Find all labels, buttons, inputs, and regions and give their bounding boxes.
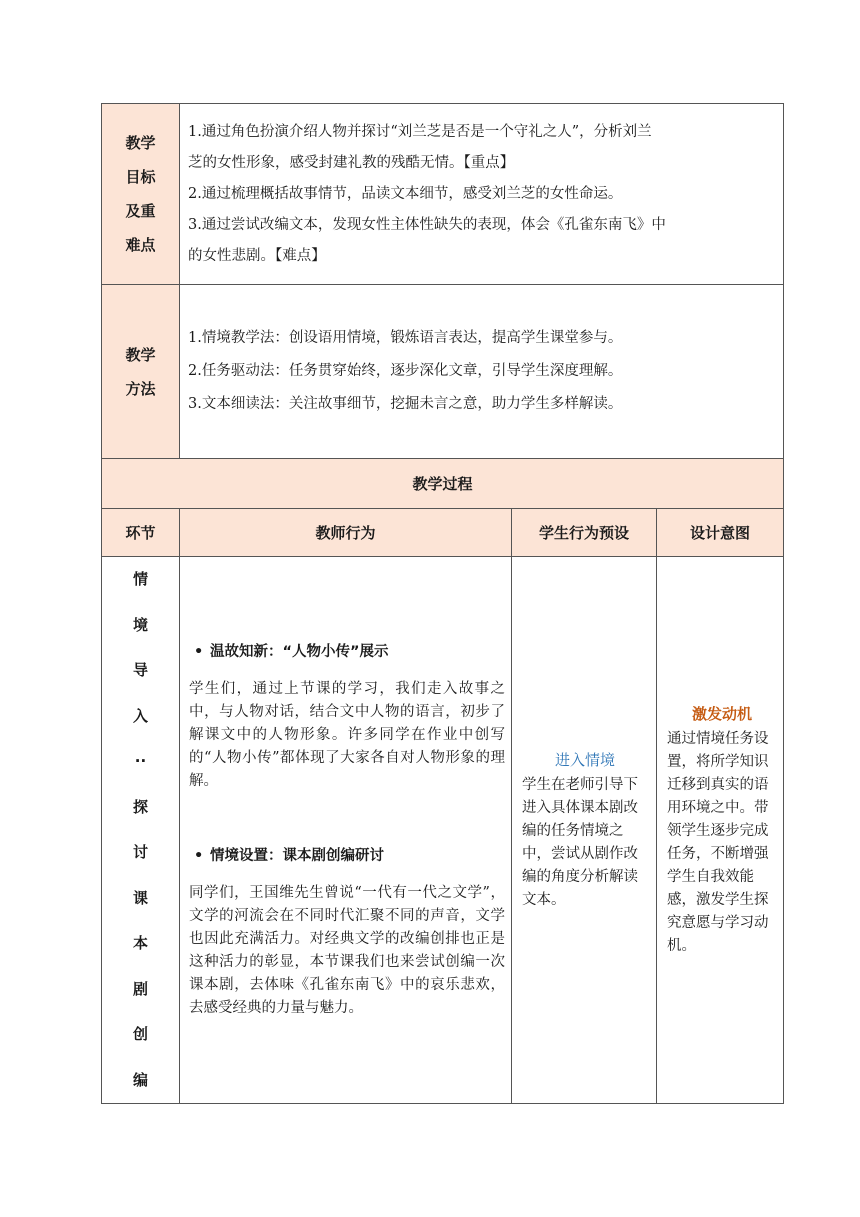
objective-line: 的女性悲剧。【难点】 bbox=[188, 247, 326, 264]
process-title: 教学过程 bbox=[102, 459, 784, 509]
column-header-stage: 环节 bbox=[102, 509, 180, 557]
bullet-dot-icon: • bbox=[194, 847, 204, 864]
teacher-behavior-cell bbox=[180, 557, 512, 1104]
column-header-teacher: 教师行为 bbox=[180, 509, 512, 557]
objective-line: 2.通过梳理概括故事情节，品读文本细节，感受刘兰芝的女性命运。 bbox=[188, 185, 623, 202]
teacher-paragraph-1: 学生们，通过上节课的学习，我们走入故事之中，与人物对话，结合文中人物的语言，初步了解课文中的人物形象。许多同学在作业中创写的“人物小传”都体现了大家各自对人物形象的理解。 bbox=[189, 680, 505, 789]
method-item: 1.情境教学法：创设语用情境，锻炼语言表达，提高学生课堂参与。 bbox=[188, 330, 623, 346]
student-text: 学生在老师引导下进入具体课本剧改编的任务情境之中，尝试从剧作改编的角度分析解读文本。 bbox=[522, 776, 638, 908]
student-behavior-cell bbox=[512, 557, 657, 1104]
column-header-intent: 设计意图 bbox=[657, 509, 784, 557]
stage-label: 情 境 导 入 ·· 探 讨 课 本 剧 创 编 bbox=[102, 557, 180, 1104]
method-item: 2.任务驱动法：任务贯穿始终，逐步深化文章，引导学生深度理解。 bbox=[188, 363, 623, 379]
design-intent-cell bbox=[657, 557, 784, 1104]
bullet-scenario: • 情境设置：课本剧创编研讨 bbox=[194, 845, 511, 868]
objective-line: 3.通过尝试改编文本，发现女性主体性缺失的表现，体会《孔雀东南飞》中 bbox=[188, 216, 666, 233]
method-item: 3.文本细读法：关注故事细节，挖掘未言之意，助力学生多样解读。 bbox=[188, 396, 623, 412]
process-row bbox=[102, 557, 784, 1104]
bullet-review: • 温故知新：“人物小传”展示 bbox=[194, 641, 511, 664]
methods-content bbox=[180, 285, 784, 459]
process-title-row bbox=[102, 459, 784, 509]
lesson-plan-table bbox=[101, 103, 784, 1104]
student-heading: 进入情境 bbox=[554, 750, 615, 769]
objective-line: 1.通过角色扮演介绍人物并探讨“刘兰芝是否是一个守礼之人”，分析刘兰 bbox=[188, 123, 652, 140]
teacher-paragraph-2: 同学们，王国维先生曾说“一代有一代之文学”，文学的河流会在不同时代汇聚不同的声音，文学也因此充满活力。对经典文学的改编创排也正是这种活力的彰显，本节课我们也来尝试创编一次课本剧，去体味《孔雀东南飞》中的哀乐悲欢，去感受经典的力量与魅力。 bbox=[189, 884, 505, 1016]
objectives-label: 教学 目标 及重 难点 bbox=[102, 104, 180, 285]
column-header-student: 学生行为预设 bbox=[512, 509, 657, 557]
objectives-row bbox=[102, 104, 784, 285]
methods-label: 教学 方法 bbox=[102, 285, 180, 459]
objectives-content bbox=[180, 104, 784, 285]
column-header-row bbox=[102, 509, 784, 557]
methods-row bbox=[102, 285, 784, 459]
lesson-plan-sheet bbox=[101, 103, 783, 1104]
bullet-dot-icon: • bbox=[194, 643, 204, 660]
intent-heading: 激发动机 bbox=[692, 704, 753, 723]
objective-line: 芝的女性形象，感受封建礼教的残酷无情。【重点】 bbox=[188, 154, 515, 171]
intent-text: 通过情境任务设置，将所学知识迁移到真实的语用环境之中。带领学生逐步完成任务，不断增强学生自我效能感，激发学生探究意愿与学习动机。 bbox=[667, 730, 769, 954]
